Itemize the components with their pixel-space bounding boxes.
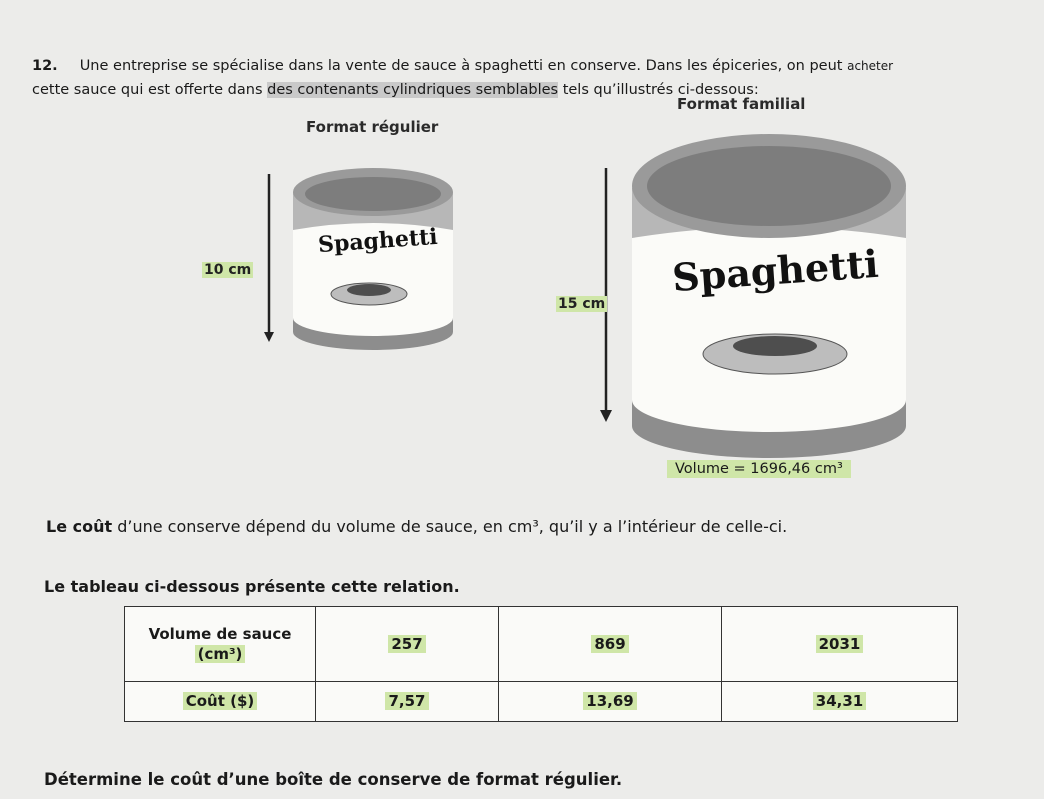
family-brand-text: Spaghetti — [670, 240, 880, 301]
intro-text-after: tels qu’illustrés ci-dessous: — [558, 82, 759, 98]
problem-intro-line-2 — [32, 82, 759, 98]
regular-format-label: Format régulier — [306, 118, 439, 136]
volume-value: 869 — [591, 635, 628, 653]
table-cell — [722, 681, 958, 721]
regular-height-label: 10 cm — [204, 262, 252, 278]
volume-value: 2031 — [816, 635, 864, 653]
problem-number: 12. — [32, 58, 58, 74]
cost-value: 34,31 — [813, 692, 866, 710]
volume-header-cell — [125, 607, 316, 682]
volume-header-unit: (cm³) — [195, 645, 246, 663]
table-row — [125, 681, 958, 721]
table-intro: Le tableau ci-dessous présente cette relation. — [44, 577, 460, 596]
problem-intro-line-1 — [32, 58, 893, 74]
regular-arrow-head — [264, 332, 274, 342]
cost-header-cell — [125, 681, 316, 721]
question-text: Détermine le coût d’une boîte de conserve de format régulier. — [44, 770, 623, 789]
cost-statement — [46, 517, 787, 536]
problem-intro-tail: acheter — [847, 59, 894, 73]
volume-cost-table — [124, 606, 958, 722]
table-cell — [499, 681, 722, 721]
intro-highlight: des contenants cylindriques semblables — [267, 82, 559, 98]
family-can-lid-inner — [647, 146, 891, 226]
family-volume-label: Volume = 1696,46 cm³ — [667, 460, 851, 478]
table-cell — [316, 681, 499, 721]
family-height-label: 15 cm — [558, 296, 606, 312]
volume-header-line-1: Volume de sauce — [148, 624, 292, 643]
regular-brand-text: Spaghetti — [317, 223, 439, 259]
regular-can-figure — [255, 160, 455, 360]
regular-can-lid-inner — [305, 177, 441, 211]
problem-intro-text: Une entreprise se spécialise dans la vente de sauce à spaghetti en conserve. Dans les épiceries, on peut — [79, 58, 843, 74]
table-cell — [499, 607, 722, 682]
table-cell — [316, 607, 499, 682]
table-row — [125, 607, 958, 682]
cost-statement-rest: d’une conserve dépend du volume de sauce, en cm³, qu’il y a l’intérieur de celle-ci. — [112, 517, 788, 536]
volume-value: 257 — [388, 635, 425, 653]
table-cell — [722, 607, 958, 682]
cost-header: Coût ($) — [183, 692, 258, 710]
regular-spaghetti-sauce — [347, 284, 391, 296]
family-spaghetti-sauce — [733, 336, 817, 356]
cost-value: 13,69 — [583, 692, 636, 710]
family-format-label: Format familial — [677, 95, 806, 113]
intro-text-before: cette sauce qui est offerte dans — [32, 82, 268, 98]
family-arrow-head — [600, 410, 612, 422]
cost-statement-bold: Le coût — [46, 517, 113, 536]
cost-value: 7,57 — [385, 692, 428, 710]
